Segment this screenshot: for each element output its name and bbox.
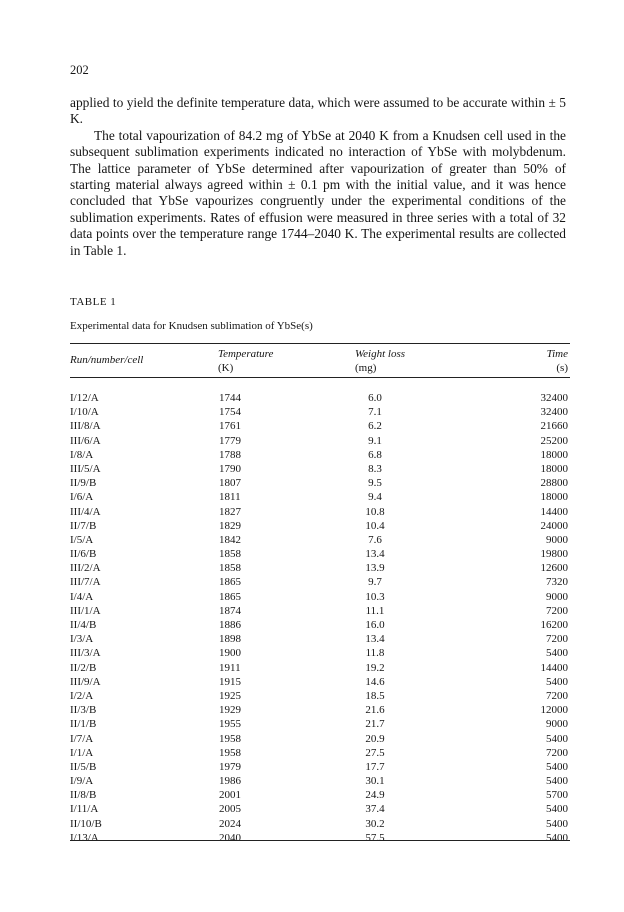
table-row	[70, 476, 570, 490]
cell-weight-loss: 19.2	[365, 661, 385, 674]
table-caption: Experimental data for Knudsen sublimation of YbSe(s)	[70, 320, 313, 332]
table-row	[70, 732, 570, 746]
cell-run: III/3/A	[70, 647, 101, 660]
table-row	[70, 448, 570, 462]
cell-time: 5400	[546, 803, 568, 816]
cell-run: III/8/A	[70, 420, 101, 433]
column-header-temperature	[218, 347, 273, 375]
cell-run: III/1/A	[70, 604, 101, 617]
cell-temperature: 1929	[219, 704, 241, 717]
cell-weight-loss: 21.6	[365, 704, 385, 717]
cell-weight-loss: 11.1	[365, 604, 385, 617]
cell-time: 9000	[546, 718, 568, 731]
table-row	[70, 575, 570, 589]
cell-temperature: 1754	[219, 406, 241, 419]
cell-run: II/2/B	[70, 661, 97, 674]
cell-weight-loss: 13.9	[365, 562, 385, 575]
cell-weight-loss: 8.3	[368, 462, 382, 475]
table-row	[70, 717, 570, 731]
cell-run: II/7/B	[70, 519, 97, 532]
cell-time: 14400	[540, 661, 568, 674]
cell-temperature: 2024	[219, 817, 241, 830]
table-row	[70, 434, 570, 448]
cell-temperature: 1788	[219, 448, 241, 461]
cell-time: 18000	[540, 448, 568, 461]
cell-weight-loss: 24.9	[365, 789, 385, 802]
cell-temperature: 1958	[219, 746, 241, 759]
cell-temperature: 1790	[219, 462, 241, 475]
column-header-run-label: Run/number/cell	[70, 354, 144, 366]
cell-time: 5700	[546, 789, 568, 802]
table-bottom-rule	[70, 840, 570, 841]
cell-run: II/3/B	[70, 704, 97, 717]
cell-run: I/6/A	[70, 491, 94, 504]
cell-time: 5400	[546, 647, 568, 660]
cell-weight-loss: 14.6	[365, 675, 385, 688]
cell-weight-loss: 17.7	[365, 760, 385, 773]
cell-run: III/7/A	[70, 576, 101, 589]
table-row	[70, 817, 570, 831]
table-row	[70, 802, 570, 816]
cell-weight-loss: 10.3	[365, 590, 385, 603]
cell-time: 7200	[546, 689, 568, 702]
cell-weight-loss: 9.5	[368, 477, 382, 490]
cell-time: 7320	[546, 576, 568, 589]
cell-temperature: 1986	[219, 775, 241, 788]
cell-time: 7200	[546, 633, 568, 646]
cell-weight-loss: 13.4	[365, 548, 385, 561]
table-row	[70, 505, 570, 519]
cell-temperature: 1865	[219, 590, 241, 603]
cell-weight-loss: 9.1	[368, 434, 382, 447]
table-row	[70, 519, 570, 533]
cell-temperature: 1874	[219, 604, 241, 617]
table-row	[70, 490, 570, 504]
paragraph: The total vapourization of 84.2 mg of YbSe at 2040 K from a Knudsen cell used in the subsequent sublimation experiments indicated no interaction of YbSe with molybdenum. The lattice parameter of YbSe determined after vapourization of greater than 50% of starting material always agreed within ± 0.1 pm with the initial value, and it was hence concluded that YbSe vapourizes congruently under the experimental conditions of the sublimation experiments. Rates of effusion were measured in three series with a total of 32 data points over the temperature range 1744–2040 K. The experimental results are collected in Table 1.	[70, 127, 566, 258]
cell-run: I/8/A	[70, 448, 94, 461]
cell-weight-loss: 27.5	[365, 746, 385, 759]
cell-weight-loss: 9.4	[368, 491, 382, 504]
table-body	[70, 391, 570, 845]
cell-temperature: 1915	[219, 675, 241, 688]
cell-run: III/6/A	[70, 434, 101, 447]
cell-run: I/11/A	[70, 803, 99, 816]
page-number: 202	[70, 63, 89, 77]
cell-time: 12600	[540, 562, 568, 575]
cell-temperature: 1807	[219, 477, 241, 490]
cell-temperature: 1842	[219, 533, 241, 546]
cell-temperature: 1858	[219, 562, 241, 575]
cell-run: I/12/A	[70, 392, 99, 404]
cell-time: 7200	[546, 604, 568, 617]
column-header-time-label: Time	[546, 348, 568, 360]
column-header-time-unit: (s)	[556, 362, 568, 374]
table-row	[70, 561, 570, 575]
cell-weight-loss: 10.4	[365, 519, 385, 532]
cell-time: 32400	[540, 406, 568, 419]
cell-weight-loss: 13.4	[365, 633, 385, 646]
cell-temperature: 1979	[219, 760, 241, 773]
column-header-temperature-unit: (K)	[218, 362, 234, 374]
table-row	[70, 462, 570, 476]
cell-time: 5400	[546, 760, 568, 773]
cell-run: I/5/A	[70, 533, 94, 546]
cell-run: II/1/B	[70, 718, 97, 731]
table-label: TABLE 1	[70, 296, 117, 308]
cell-run: III/4/A	[70, 505, 101, 518]
cell-weight-loss: 7.1	[368, 406, 382, 419]
cell-temperature: 1955	[219, 718, 241, 731]
table-row	[70, 788, 570, 802]
cell-weight-loss: 6.2	[368, 420, 382, 433]
column-header-weight-loss-label: Weight loss	[355, 348, 406, 360]
cell-temperature: 1829	[219, 519, 241, 532]
cell-weight-loss: 7.6	[368, 533, 382, 546]
cell-weight-loss: 11.8	[365, 647, 385, 660]
cell-time: 14400	[540, 505, 568, 518]
table-row	[70, 675, 570, 689]
table-row	[70, 760, 570, 774]
table-row	[70, 405, 570, 419]
cell-run: II/6/B	[70, 548, 97, 561]
table-row	[70, 604, 570, 618]
table-row	[70, 547, 570, 561]
cell-time: 12000	[540, 704, 568, 717]
cell-weight-loss: 6.8	[368, 448, 382, 461]
paragraph: applied to yield the definite temperature data, which were assumed to be accurate within ± 5 K.	[70, 95, 566, 127]
cell-temperature: 2040	[219, 831, 241, 844]
column-header-temperature-label: Temperature	[218, 348, 274, 360]
cell-weight-loss: 20.9	[365, 732, 385, 745]
cell-weight-loss: 18.5	[365, 689, 385, 702]
column-header-weight-loss-unit: (mg)	[355, 362, 377, 374]
cell-time: 18000	[540, 462, 568, 475]
cell-time: 19800	[540, 548, 568, 561]
cell-temperature: 1898	[219, 633, 241, 646]
column-header-run	[70, 353, 143, 367]
cell-run: II/9/B	[70, 477, 97, 490]
table-row	[70, 703, 570, 717]
cell-time: 9000	[546, 533, 568, 546]
cell-time: 21660	[540, 420, 568, 433]
cell-run: II/4/B	[70, 619, 97, 631]
column-header-time	[520, 347, 568, 375]
cell-run: II/5/B	[70, 760, 97, 773]
cell-weight-loss: 21.7	[365, 718, 385, 731]
cell-temperature: 1925	[219, 689, 241, 702]
table-row	[70, 391, 570, 405]
cell-time: 5400	[546, 732, 568, 745]
cell-time: 25200	[540, 434, 568, 447]
table-row	[70, 831, 570, 845]
table-row	[70, 632, 570, 646]
cell-weight-loss: 9.7	[368, 576, 382, 589]
cell-time: 24000	[540, 519, 568, 532]
cell-weight-loss: 30.1	[365, 775, 385, 788]
cell-run: II/8/B	[70, 789, 97, 802]
cell-time: 7200	[546, 746, 568, 759]
table-row	[70, 689, 570, 703]
cell-run: I/7/A	[70, 732, 94, 745]
table-row	[70, 746, 570, 760]
cell-weight-loss: 10.8	[365, 505, 385, 518]
cell-temperature: 2005	[219, 803, 241, 816]
cell-time: 5400	[546, 817, 568, 830]
body-text	[70, 95, 566, 259]
cell-time: 18000	[540, 491, 568, 504]
cell-temperature: 1886	[219, 619, 241, 631]
cell-run: I/1/A	[70, 746, 94, 759]
cell-time: 9000	[546, 590, 568, 603]
cell-time: 5400	[546, 675, 568, 688]
cell-weight-loss: 6.0	[368, 392, 382, 404]
cell-temperature: 1761	[219, 420, 241, 433]
cell-run: II/10/B	[70, 817, 102, 830]
cell-run: I/4/A	[70, 590, 94, 603]
cell-time: 16200	[540, 619, 568, 631]
cell-temperature: 1811	[219, 491, 241, 504]
table-header-rule	[70, 377, 570, 378]
cell-run: I/13/A	[70, 831, 99, 844]
cell-temperature: 1827	[219, 505, 241, 518]
cell-temperature: 1900	[219, 647, 241, 660]
cell-run: I/10/A	[70, 406, 99, 419]
cell-temperature: 1744	[219, 392, 241, 404]
cell-temperature: 1865	[219, 576, 241, 589]
cell-run: I/9/A	[70, 775, 94, 788]
table-row	[70, 618, 570, 632]
cell-run: III/5/A	[70, 462, 101, 475]
cell-weight-loss: 57.5	[365, 831, 385, 844]
table-row	[70, 533, 570, 547]
cell-temperature: 1858	[219, 548, 241, 561]
cell-run: I/3/A	[70, 633, 94, 646]
cell-run: I/2/A	[70, 689, 94, 702]
column-header-weight-loss	[355, 347, 405, 375]
cell-time: 28800	[540, 477, 568, 490]
cell-time: 32400	[540, 392, 568, 404]
table-row	[70, 646, 570, 660]
cell-weight-loss: 16.0	[365, 619, 385, 631]
cell-temperature: 2001	[219, 789, 241, 802]
cell-weight-loss: 37.4	[365, 803, 385, 816]
table-row	[70, 590, 570, 604]
cell-time: 5400	[546, 831, 568, 844]
cell-weight-loss: 30.2	[365, 817, 385, 830]
cell-temperature: 1779	[219, 434, 241, 447]
cell-temperature: 1958	[219, 732, 241, 745]
table-row	[70, 661, 570, 675]
cell-run: III/9/A	[70, 675, 101, 688]
cell-run: III/2/A	[70, 562, 101, 575]
table-top-rule	[70, 343, 570, 344]
cell-temperature: 1911	[219, 661, 241, 674]
cell-time: 5400	[546, 775, 568, 788]
table-row	[70, 774, 570, 788]
table-row	[70, 419, 570, 433]
